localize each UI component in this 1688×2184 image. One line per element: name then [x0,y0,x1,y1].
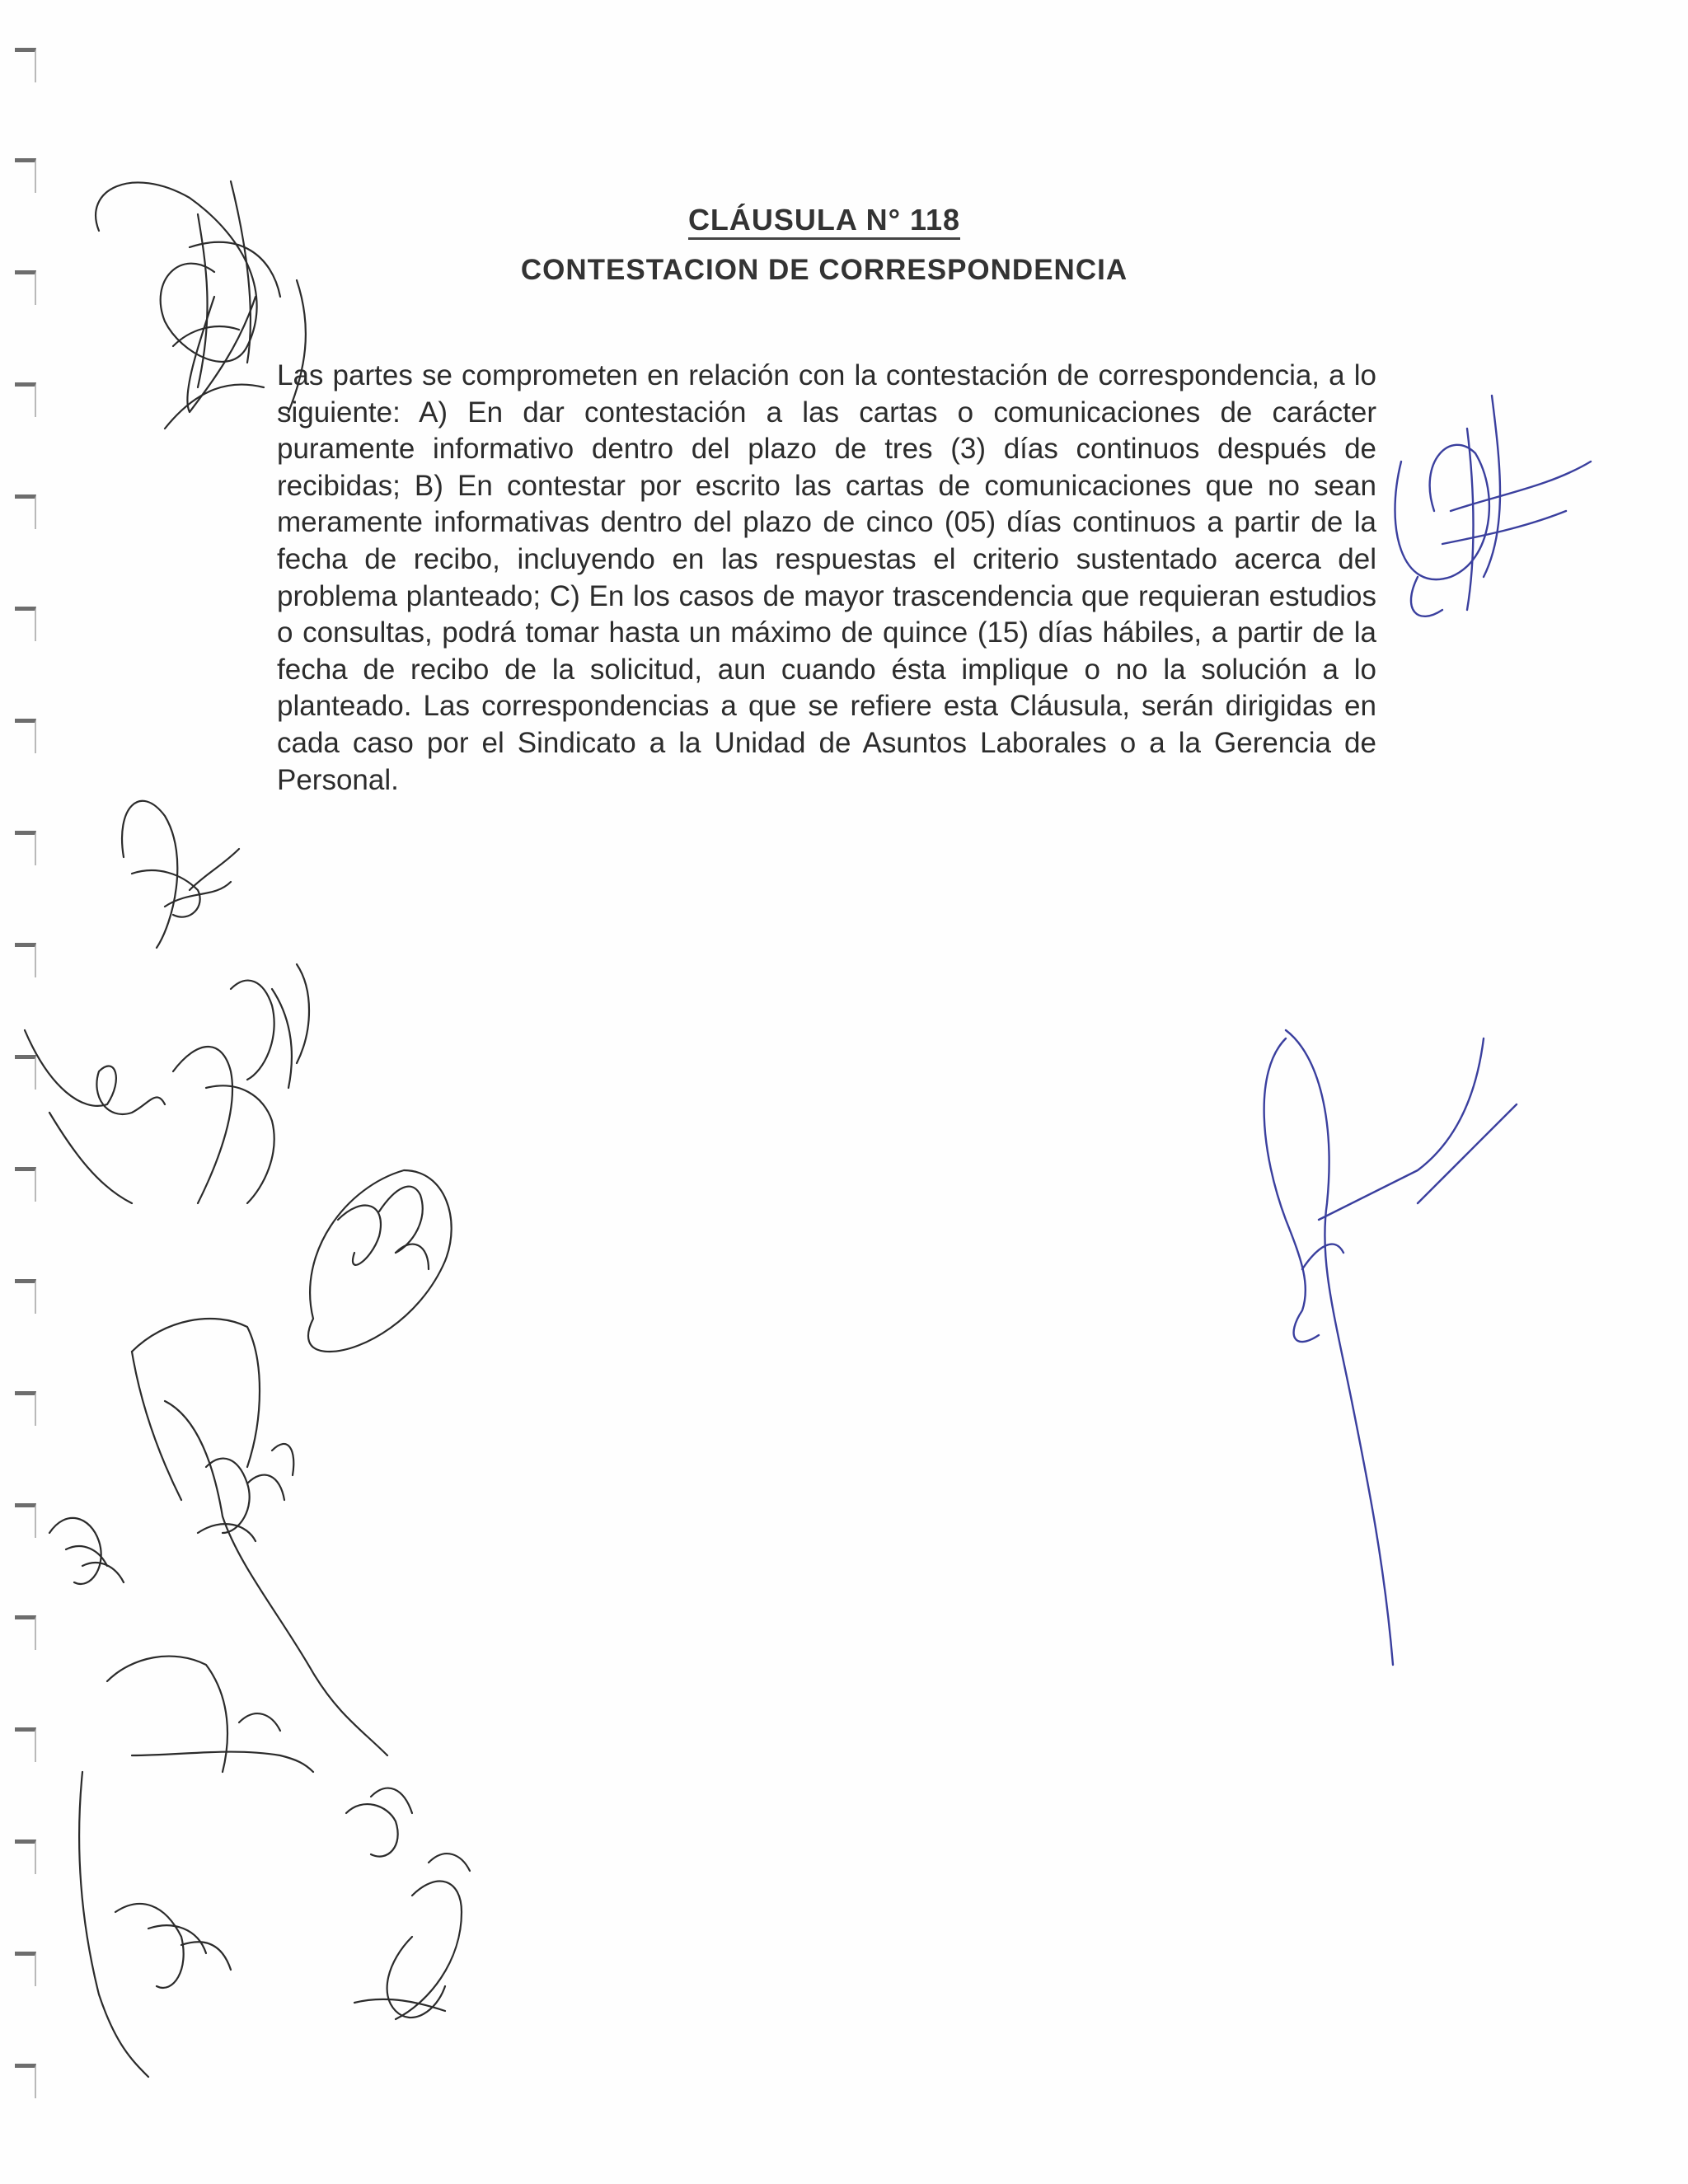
clause-body: Las partes se comprometen en relación con la contestación de correspondencia, a lo siguiente: A) En dar contestación a las cartas o comunicaciones de carácter puramente informativo dentro del plazo de tres (3) días continuos después de recibidas; B) En contestar por escrito las cartas de comunicaciones que no sean meramente informativas dentro del plazo de cinco (05) días continuos a partir de la fecha de recibo, incluyendo en las respuestas el criterio sustentado acerca del problema planteado; C) En los casos de mayor trascendencia que requieran estudios o consultas, podrá tomar hasta un máximo de quince (15) días hábiles, a partir de la fecha de recibo de la solicitud, aun cuando ésta implique o no la solución a lo planteado. Las correspondencias a que se refiere esta Cláusula, serán dirigidas en cada caso por el Sindicato a la Unidad de Asuntos Laborales o a la Gerencia de Personal. [277,359,1376,796]
clause-subtitle: CONTESTACION DE CORRESPONDENCIA [520,254,1128,286]
binding-mark [15,1167,36,1202]
binding-mark [15,1727,36,1762]
binding-mark [15,943,36,977]
binding-mark [15,382,36,417]
signature-left-3 [308,1170,452,1352]
binding-mark [15,494,36,529]
signature-right-top [1395,396,1592,616]
signature-bottom-center [354,1788,470,2019]
binding-mark [15,1391,36,1426]
binding-mark [15,607,36,641]
signature-left-7 [79,1772,398,2077]
signature-left-6 [107,1657,313,1772]
clause-title-text: CLÁUSULA N° 118 [688,203,960,240]
clause-title [0,203,1648,237]
binding-mark [15,1615,36,1650]
signature-left-5 [49,1518,124,1584]
binding-mark [15,719,36,753]
signature-left-2 [25,964,309,1203]
signature-left-4 [132,1319,387,1755]
binding-mark [15,1840,36,1874]
binding-mark [15,1279,36,1314]
signature-right-large [1264,1030,1517,1665]
binding-mark [15,1055,36,1090]
binding-mark [15,48,36,82]
binding-mark [15,1503,36,1538]
signature-left-1 [122,801,239,948]
binding-mark [15,2064,36,2098]
binding-mark [15,158,36,193]
binding-mark [15,831,36,865]
binding-mark [15,1952,36,1986]
